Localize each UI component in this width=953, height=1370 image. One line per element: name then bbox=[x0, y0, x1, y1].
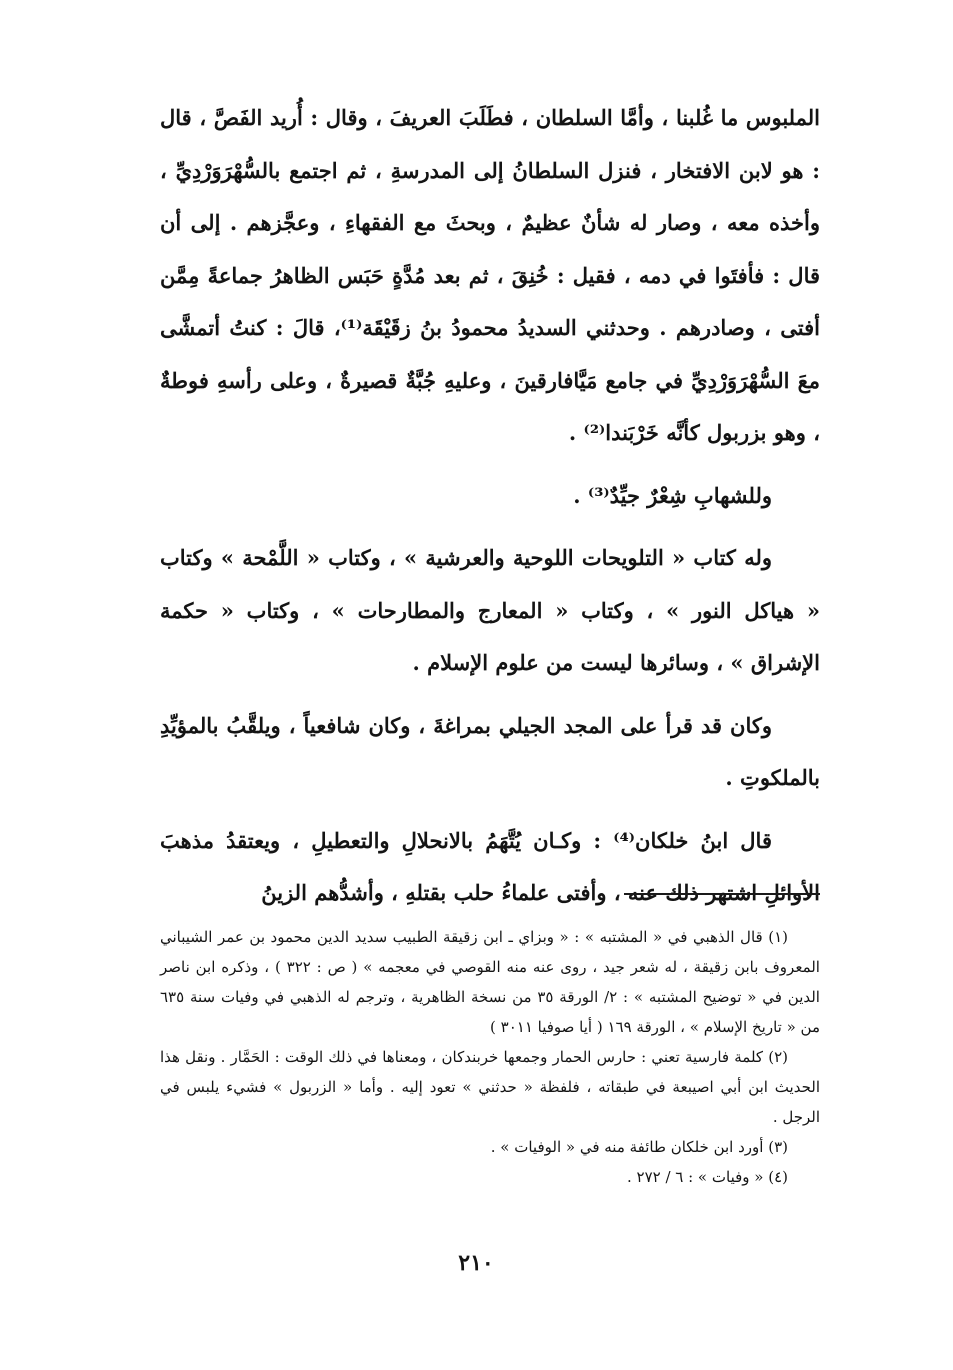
paragraph-2: وللشهابِ شِعْرٌ جيِّدٌ⁽³⁾ . bbox=[573, 482, 772, 508]
footnote-1: (١) قال الذهبي في « المشتبه » : « وبزاي ـ ابن زقيقة الطبيب سديد الدين محمود بن عمر الشيباني المعروف بابن زقيقة ، له شعر جيد ، روى عنه منه القوصي في معجمه » ( ص : ٣٢٢ ) ، وذكره ابن ناصر الدين في « توضيح المشتبه » : ٢/ الورقة ٣٥ من نسخة الظاهرية ، وترجم له الذهبي في وفيات سنة ٦٣٥ من « تاريخ الإسلام » ، الورقة ١٦٩ ( أيا صوفيا ٣٠١١ ) bbox=[160, 928, 820, 1036]
paragraph-5: قال ابنُ خلكان⁽⁴⁾ : وكـان يُتَّهَمُ بالانحلالِ والتعطيلِ ، ويعتقدُ مذهبَ الأوائلِ اشتهر ذلك عنه ، وأفتى علماءُ حلب بقتلهِ ، وأشدُّهم الزينُ bbox=[160, 827, 820, 905]
footnote-2: (٢) كلمة فارسية تعني : حارس الحمار وجمعها خربندكان ، ومعناها في ذلك الوقت : الحَمَّار . ونقل هذا الحديث ابن أبي اصيبعة في طبقاته ، فلفظة « حدثني » تعود إليه . وأما « الزربول » فشيء يلبس في الرجل . bbox=[160, 1048, 820, 1126]
paragraph-3: وله كتاب « التلويحات اللوحية والعرشية » ، وكتاب « اللَّمْحة » وكتاب « هياكل النور » ، وكتاب « المعارج والمطارحات » ، وكتاب « حكمة الإشراق » ، وسائرها ليست من علوم الإسلام . bbox=[160, 545, 820, 675]
page-number: ٢١٠ bbox=[458, 1250, 494, 1276]
footnote-separator bbox=[624, 893, 820, 895]
paragraph-4: وكان قد قرأ على المجد الجيلي بمراغةَ ، وكان شافعياً ، ويلقَّبُ بالمؤيِّدِ بالملكوتِ . bbox=[160, 712, 820, 790]
footnote-4: (٤) « وفيات » : ٦ / ٢٧٢ . bbox=[626, 1168, 788, 1186]
main-text bbox=[160, 92, 820, 920]
paragraph-1: الملبوس ما غُلبنا ، وأمَّا السلطان ، فطَلَبَ العريفَ ، وقال : أُريد الفَصَّ ، قال : هو لابن الافتخار ، فنزل السلطانُ إلى المدرسةِ ، ثم اجتمع بالسُّهْرَوَرْدِيِّ ، وأخذه معه ، وصار له شأنٌ عظيمٌ ، وبحثَ مع الفقهاءِ ، وعجَّزهم . إلى أن قال : فأفتَوا في دمه ، فقيل : خُنِقَ ، ثم بعد مُدَّةٍ حَبَس الظاهرُ جماعةً مِمَّن أفتى ، وصادرهم . وحدثني السديدُ محمودُ بنُ زقَيْقَة⁽¹⁾، قالَ : كنتُ أتمشَّى معَ السُّهْرَوَرْدِيِّ في جامع مَيَّافارقينَ ، وعليهِ جُبَّةٌ قصيرةٌ ، وعلى رأسهِ فوطةٌ ، وهو بزربول كأنَّه خَرْبَندا⁽²⁾ . bbox=[160, 105, 820, 445]
footnote-3: (٣) أورد ابن خلكان طائفة منه في « الوفيات » . bbox=[490, 1138, 788, 1156]
footnotes bbox=[160, 922, 820, 1192]
